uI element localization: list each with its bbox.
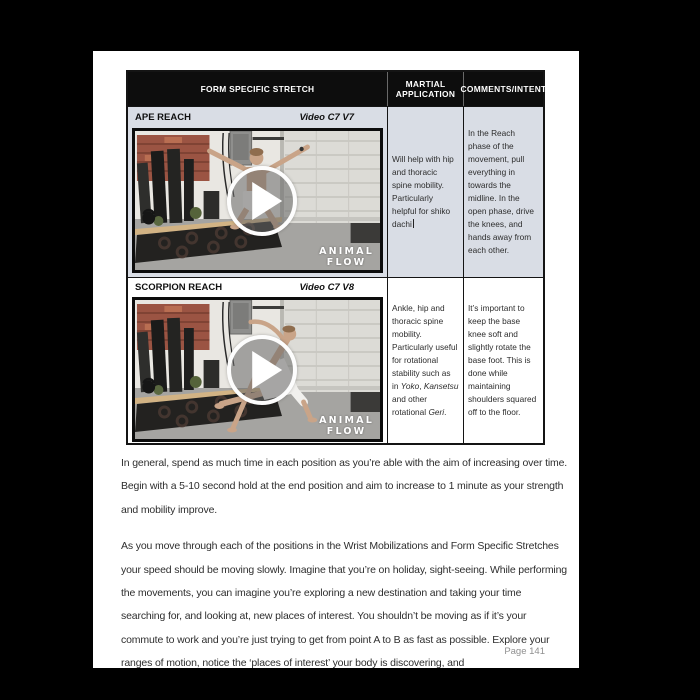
video-thumbnail-ape-reach[interactable] (132, 128, 383, 273)
martial-application-text: Will help with hip and thoracic spine mobility. Particularly helpful for shiko dachi (392, 154, 454, 229)
ape-reach-cell (128, 107, 387, 277)
martial-application-cell (387, 278, 463, 443)
play-icon (252, 182, 282, 220)
row-title-bar (128, 278, 387, 297)
table-header-row (128, 72, 547, 106)
page-number: Page 141 (504, 646, 545, 657)
body-paragraph: In general, spend as much time in each position as you’re able with the aim of increasing over time. Begin with a 5-10 second hold at the end position and aim to increase to 1 minute as your strength and mobility improve. (121, 457, 568, 516)
watermark-line: FLOW (326, 425, 367, 437)
martial-application-text: Ankle, hip and thoracic spine mobility. Particularly useful for rotational stability such as in Yoko, Kansetsu and other rotational Geri. (392, 303, 459, 417)
animal-flow-watermark (319, 416, 374, 437)
header-comments-intent: COMMENTS/INTENT (463, 72, 543, 106)
text-cursor (413, 219, 414, 228)
row-title-bar (128, 107, 387, 128)
table-row-ape-reach (128, 106, 543, 277)
play-button[interactable] (227, 335, 297, 405)
video-label: Video C7 V8 (299, 282, 354, 293)
animal-flow-watermark (319, 247, 374, 268)
comments-text: It’s important to keep the base knee soft and slightly rotate the base foot. This is done while maintaining shoulders squared off to the floor. (468, 303, 537, 417)
watermark-line: FLOW (326, 256, 367, 268)
watermark-line: ANIMAL (319, 415, 374, 426)
body-text-block (121, 452, 568, 689)
comments-cell (463, 278, 543, 443)
stretch-title: SCORPION REACH (135, 282, 223, 293)
watermark-line: ANIMAL (319, 246, 374, 257)
play-button[interactable] (227, 166, 297, 236)
header-form-specific-stretch: FORM SPECIFIC STRETCH (200, 83, 315, 94)
video-label: Video C7 V7 (299, 112, 354, 123)
table-row-scorpion-reach (128, 277, 543, 443)
scorpion-reach-cell (128, 278, 387, 443)
document-page (93, 51, 579, 668)
stretch-title: APE REACH (135, 112, 191, 123)
play-icon (252, 351, 282, 389)
comments-cell (463, 107, 543, 277)
body-paragraph: As you move through each of the positions in the Wrist Mobilizations and Form Specific Stretches your speed should be moving slowly. Imagine that you’re on holiday, sight-seeing. While performing the movements, you can imagine you’re exploring a new destination and taking your time searching for, and looking at, new places of interest. You shouldn’t be moving as if it’s your commute to work and you’re just trying to get from point A to B as fast as possible. Explore your ranges of motion, notice the ‘places of interest’ your body is discovering, and (121, 540, 567, 670)
form-specific-stretch-table (126, 70, 545, 445)
martial-application-cell (387, 107, 463, 277)
video-thumbnail-scorpion-reach[interactable] (132, 297, 383, 442)
header-martial-application: MARTIAL APPLICATION (387, 72, 463, 106)
comments-text: In the Reach phase of the movement, pull everything in towards the midline. In the open phase, drive the knees, and hands away from each other. (468, 128, 534, 255)
